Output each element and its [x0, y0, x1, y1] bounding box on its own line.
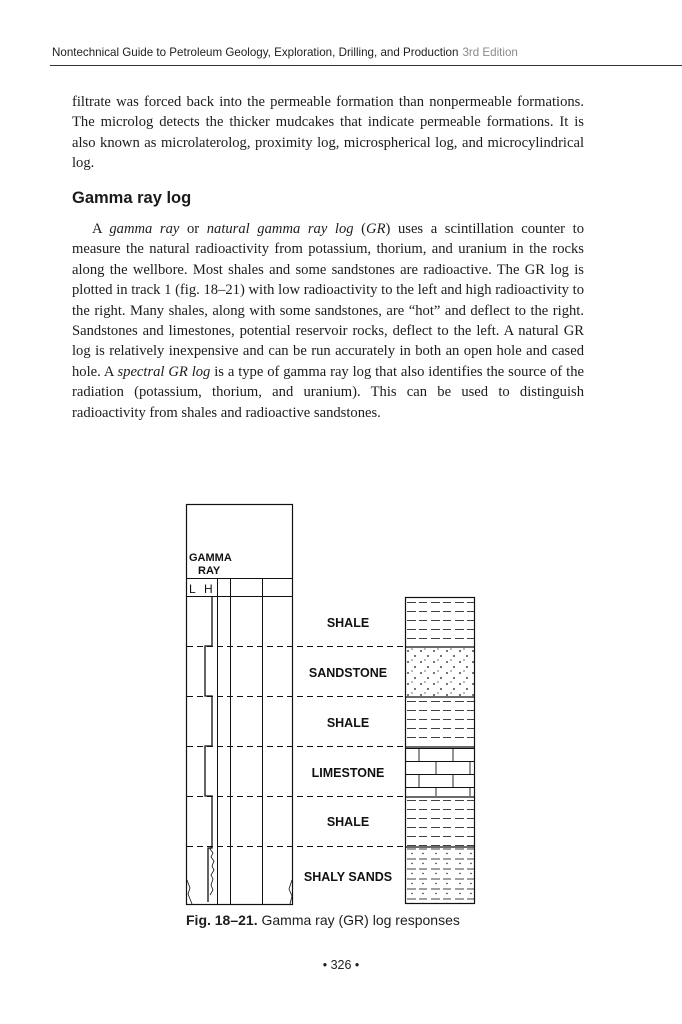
book-title: Nontechnical Guide to Petroleum Geology, Exploration, Drilling, and Production	[52, 46, 459, 59]
track-header-ray: RAY	[198, 565, 221, 577]
term-gamma-ray: gamma ray	[109, 221, 180, 237]
layer-label-3: SHALE	[326, 716, 370, 730]
edition-label: 3rd Edition	[462, 46, 518, 59]
layer-label-2: SANDSTONE	[308, 666, 388, 680]
term-natural-gamma-ray-log: natural gamma ray log	[206, 221, 354, 237]
layer-label-6: SHALY SANDS	[303, 870, 393, 884]
track-header-gamma: GAMMA	[189, 552, 232, 564]
layer-label-1: SHALE	[326, 616, 370, 630]
layer-label-4: LIMESTONE	[311, 766, 385, 780]
page-number: • 326 •	[322, 958, 360, 972]
figure-caption	[186, 912, 460, 928]
lithology-column	[405, 598, 475, 904]
lith-shale-2	[405, 698, 474, 746]
paragraph-microlog: filtrate was forced back into the permeable formation than nonpermeable formations. The microlog detects the thicker mudcakes that indicate permeable formations. It is also known as microlaterolog, proximity log, microspherical log, and microcylindrical log.	[72, 94, 584, 172]
lith-limestone	[405, 748, 474, 796]
figure-number: Fig. 18–21.	[186, 912, 258, 928]
section-heading: Gamma ray log	[72, 189, 192, 207]
scale-low-label: L	[189, 582, 196, 596]
term-spectral-gr-log: spectral GR log	[117, 363, 211, 380]
lith-shale-3	[405, 798, 474, 846]
lith-shaly-sands	[405, 848, 474, 903]
figure-caption-text: Gamma ray (GR) log responses	[257, 912, 460, 928]
layer-label-5: SHALE	[326, 815, 370, 829]
lith-sandstone	[405, 648, 474, 696]
lith-shale-1	[405, 598, 474, 646]
scale-high-label: H	[204, 582, 213, 596]
paragraph-gamma-ray: A gamma ray or natural gamma ray log (GR) uses a scintillation counter to measure the natural radioactivity from potassium, thorium, and uranium in the rocks along the wellbore. Most shales and some sandstones are radioactive. The GR log is plotted in track 1 (fig. 18–21) with low radioactivity to the left and high radioactivity to the right. Many shales, along with some sandstones, are “hot” and deflect to the right. Sandstones and limestones, potential reservoir rocks, deflect to the left. A natural GR log is relatively inexpensive and can be run accurately in both an open hole and cased hole. A spectral GR log is a type of gamma ray log that also identifies the source of the radiation (potassium, thorium, and uranium). This can be used to distinguish radioactivity from shales and radioactive sandstones.	[72, 221, 585, 421]
curve-wiggles	[187, 846, 292, 904]
term-gr: GR	[366, 221, 386, 237]
